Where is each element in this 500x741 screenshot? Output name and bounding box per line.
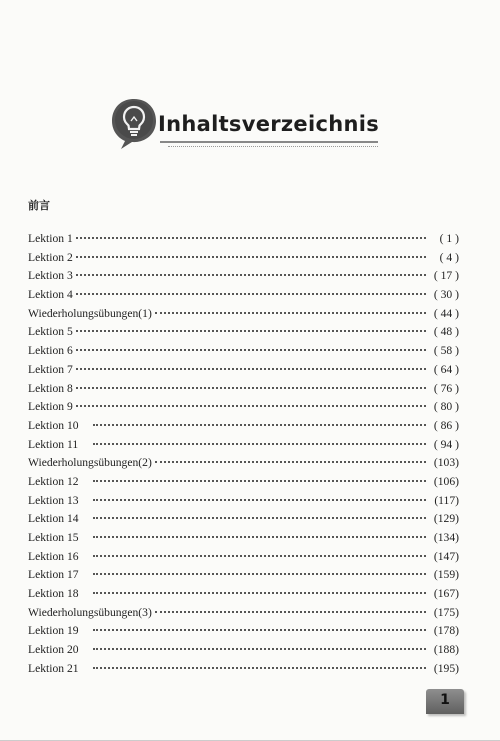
toc-entry-label: Lektion 14 <box>28 512 79 526</box>
toc-entry[interactable] <box>28 550 459 569</box>
toc-leader-dots <box>93 499 426 501</box>
toc-entry-page: (103) <box>433 456 459 470</box>
page-number-tab <box>426 689 464 714</box>
toc-entry[interactable] <box>28 307 459 326</box>
toc-entry-page: (147) <box>433 549 459 563</box>
toc-entry-page: ( 1 ) <box>439 232 459 245</box>
toc-entry-label: Lektion 11 <box>28 437 79 451</box>
toc-entry-page: (134) <box>433 531 459 544</box>
toc-entry[interactable] <box>28 512 459 531</box>
toc-entry-label: Lektion 2 <box>28 250 73 264</box>
toc-entry[interactable] <box>28 288 459 307</box>
toc-leader-dots <box>93 517 426 519</box>
toc-entry[interactable] <box>28 325 459 344</box>
toc-leader-dots <box>76 405 426 407</box>
toc-leader-dots <box>76 368 426 370</box>
lightbulb-icon <box>108 95 160 151</box>
preface-label: 前言 <box>28 199 50 212</box>
toc-entry-page: (175) <box>433 605 459 619</box>
toc-entry[interactable] <box>28 269 459 288</box>
toc-entry[interactable] <box>28 662 459 681</box>
toc-leader-dots <box>93 480 426 482</box>
toc-leader-dots <box>93 555 426 557</box>
toc-entry-label: Lektion 13 <box>28 493 79 507</box>
toc-entry-label: Lektion 6 <box>28 344 73 358</box>
toc-entry-page: ( 64 ) <box>433 362 459 376</box>
toc-entry[interactable] <box>28 606 459 625</box>
toc-entry-page: (129) <box>433 512 459 526</box>
toc-entry[interactable] <box>28 587 459 606</box>
toc-leader-dots <box>93 424 426 426</box>
toc-entry-page: ( 58 ) <box>433 344 459 358</box>
toc-entry[interactable] <box>28 344 459 363</box>
toc-entry-label: Lektion 7 <box>28 362 73 376</box>
toc-entry-label: Lektion 20 <box>28 643 79 657</box>
toc-entry-label: Lektion 19 <box>28 624 79 638</box>
toc-leader-dots <box>93 648 426 650</box>
toc-entry[interactable] <box>28 494 459 513</box>
toc-entry-page: (159) <box>433 568 459 582</box>
toc-entry-label: Wiederholungsübungen(2) <box>28 456 152 470</box>
toc-entry[interactable] <box>28 438 459 457</box>
toc-entry-page: (178) <box>433 624 459 638</box>
toc-entry[interactable] <box>28 419 459 438</box>
toc-entry-label: Lektion 16 <box>28 549 79 563</box>
toc-leader-dots <box>93 629 426 631</box>
toc-entry[interactable] <box>28 456 459 475</box>
toc-leader-dots <box>93 536 426 538</box>
toc-entry[interactable] <box>28 232 459 251</box>
toc-entry-label: Wiederholungsübungen(3) <box>28 605 152 619</box>
toc-entry-label: Lektion 9 <box>28 400 73 414</box>
toc-entry-page: ( 44 ) <box>433 306 459 320</box>
toc-entry-label: Lektion 1 <box>28 232 73 245</box>
toc-entry-page: (117) <box>434 493 459 507</box>
toc-leader-dots <box>93 443 426 445</box>
toc-entry[interactable] <box>28 363 459 382</box>
toc-entry[interactable] <box>28 251 459 270</box>
toc-entry-label: Lektion 3 <box>28 269 73 283</box>
toc-entry-label: Lektion 18 <box>28 587 79 601</box>
toc-entry-page: (188) <box>433 643 459 657</box>
title-underline <box>160 141 378 143</box>
toc-leader-dots <box>76 293 426 295</box>
toc-header <box>108 95 380 155</box>
toc-entry-label: Wiederholungsübungen(1) <box>28 306 152 320</box>
toc-entry[interactable] <box>28 568 459 587</box>
toc-entry-page: (106) <box>433 474 459 488</box>
title-dotted-underline <box>168 146 378 147</box>
toc-entry[interactable] <box>28 531 459 550</box>
toc-entry-label: Lektion 15 <box>28 531 79 544</box>
toc-leader-dots <box>76 256 426 258</box>
toc-entry[interactable] <box>28 382 459 401</box>
page-title: Inhaltsverzeichnis <box>158 112 380 136</box>
toc-leader-dots <box>76 274 426 276</box>
toc-entry[interactable] <box>28 400 459 419</box>
toc-entry-label: Lektion 21 <box>28 661 79 675</box>
toc-leader-dots <box>76 237 426 239</box>
toc-entry-page: ( 17 ) <box>433 269 459 283</box>
toc-entry-page: ( 48 ) <box>433 325 459 339</box>
table-of-contents <box>28 232 459 681</box>
toc-leader-dots <box>93 573 426 575</box>
toc-entry-page: ( 4 ) <box>439 250 459 264</box>
toc-entry-page: ( 94 ) <box>433 437 459 451</box>
page-number: 1 <box>440 692 450 708</box>
toc-entry-label: Lektion 8 <box>28 381 73 395</box>
toc-leader-dots <box>93 592 426 594</box>
toc-entry-page: ( 86 ) <box>433 418 459 432</box>
toc-entry-page: ( 30 ) <box>433 288 459 302</box>
toc-entry-page: (167) <box>433 587 459 601</box>
toc-entry[interactable] <box>28 475 459 494</box>
toc-leader-dots <box>155 611 426 613</box>
toc-leader-dots <box>93 667 426 669</box>
toc-entry-label: Lektion 17 <box>28 568 79 582</box>
toc-leader-dots <box>76 330 426 332</box>
toc-entry-label: Lektion 10 <box>28 418 79 432</box>
toc-leader-dots <box>76 349 426 351</box>
toc-entry-page: ( 80 ) <box>433 400 459 414</box>
toc-leader-dots <box>155 312 426 314</box>
toc-entry-label: Lektion 5 <box>28 325 73 339</box>
toc-entry[interactable] <box>28 643 459 662</box>
toc-entry-page: ( 76 ) <box>433 381 459 395</box>
toc-entry-label: Lektion 4 <box>28 288 73 302</box>
toc-entry-label: Lektion 12 <box>28 474 79 488</box>
toc-entry[interactable] <box>28 624 459 643</box>
toc-leader-dots <box>76 387 426 389</box>
toc-entry-page: (195) <box>433 661 459 675</box>
toc-leader-dots <box>155 461 426 463</box>
